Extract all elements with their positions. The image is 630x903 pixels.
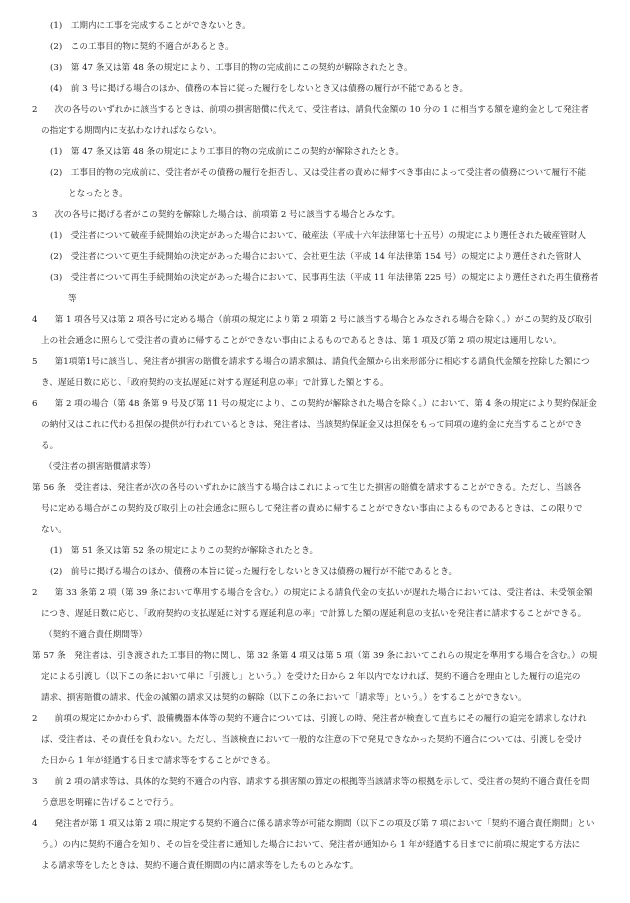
text-line: 請求、損害賠償の請求、代金の減額の請求又は契約の解除（以下この条において「請求等」という。）をすることができない。	[41, 693, 527, 703]
section-heading: （受注者の損害賠償請求等）	[44, 462, 156, 472]
text-line: 定による引渡し（以下この条において単に「引渡し」という。）を受けた日から 2 年以内でなければ、契約不適合を理由とした履行の追完の	[41, 672, 581, 682]
text-line: 号に定める場合がこの契約及び取引上の社会通念に照らして発注者の責めに帰することができない事由によるものであるときは、この限りで	[41, 504, 583, 514]
text-line: (1) 第 51 条又は第 52 条の規定によりこの契約が解除されたとき。	[50, 546, 319, 556]
text-line: (3) 第 47 条又は第 48 条の規定により、工事目的物の完成前にこの契約が解除されたとき。	[50, 63, 413, 73]
text-line: 4 第 1 項各号又は第 2 項各号に定める場合（前項の規定により第 2 項第 2 号に該当する場合とみなされる場合を除く。）がこの契約及び取引	[32, 315, 593, 325]
text-line: 2 次の各号のいずれかに該当するときは、前項の損害賠償に代えて、受注者は、請負代金額の 10 分の 1 に相当する額を違約金として発注者	[32, 105, 589, 115]
section-heading: （契約不適合責任期間等）	[44, 630, 148, 640]
text-line: う。）の内に契約不適合を知り、その旨を受注者に通知した場合において、発注者が通知から 1 年が経過する日までに前項に規定する方法に	[41, 840, 581, 850]
text-line: き、遅延日数に応じ、「政府契約の支払遅延に対する遅延利息の率」で計算した額とする。	[41, 378, 389, 388]
text-line: 6 第 2 項の場合（第 48 条第 9 号及び第 11 号の規定により、この契約が解除された場合を除く。）において、第 4 条の規定により契約保証金	[32, 399, 597, 409]
text-line: 等	[68, 294, 77, 304]
text-line: (1) 工期内に工事を完成することができないとき。	[50, 21, 251, 31]
text-line: 第 56 条 受注者は、発注者が次の各号のいずれかに該当する場合はこれによって生じた損害の賠償を請求することができる。ただし、当該各	[32, 483, 582, 493]
text-line: た日から 1 年が経過する日まで請求等をすることができる。	[41, 756, 276, 766]
text-line: 上の社会通念に照らして受注者の責めに帰することができない事由によるものであるときは、第 1 項及び第 2 項の規定は適用しない。	[41, 336, 562, 346]
text-line: 2 第 33 条第 2 項（第 39 条において準用する場合を含む。）の規定による請負代金の支払いが遅れた場合においては、受注者は、未受領金額	[32, 588, 593, 598]
text-line: 2 前項の規定にかかわらず、設備機器本体等の契約不適合については、引渡しの時、発注者が検査して直ちにその履行の追完を請求しなけれ	[32, 714, 587, 724]
text-line: の指定する期間内に支払わなければならない。	[41, 126, 222, 136]
text-line: (2) この工事目的物に契約不適合があるとき。	[50, 42, 234, 52]
text-line: よる請求等をしたときは、契約不適合責任期間の内に請求等をしたものとみなす。	[41, 861, 359, 871]
text-line: る。	[41, 441, 59, 451]
text-line: 5 第1項第1号に該当し、発注者が損害の賠償を請求する場合の請求額は、請負代金額から出来形部分に相応する請負代金額を控除した額につ	[32, 357, 590, 367]
text-line: (4) 前 3 号に掲げる場合のほか、債務の本旨に従った履行をしないとき又は債務の履行が不能であるとき。	[50, 84, 469, 94]
text-line: ば、受注者は、その責任を負わない。ただし、当該検査において一般的な注意の下で発見できなかった契約不適合については、引渡しを受け	[41, 735, 583, 745]
text-line: (1) 第 47 条又は第 48 条の規定により工事目的物の完成前にこの契約が解除されたとき。	[50, 147, 405, 157]
text-line: 3 次の各号に掲げる者がこの契約を解除した場合は、前項第 2 号に該当する場合とみなす。	[32, 210, 401, 220]
text-line: (3) 受注者について再生手続開始の決定があった場合において、民事再生法（平成 11 年法律第 225 号）の規定により選任された再生債務者	[50, 273, 599, 283]
text-line: (2) 受注者について更生手続開始の決定があった場合において、会社更生法（平成 14 年法律第 154 号）の規定により選任された管財人	[50, 252, 582, 262]
text-line: につき、遅延日数に応じ、「政府契約の支払遅延に対する遅延利息の率」で計算した額の遅延利息の支払いを発注者に請求することができる。	[41, 609, 587, 619]
text-line: (2) 工事目的物の完成前に、受注者がその債務の履行を拒否し、又は受注者の責めに帰すべき事由によって受注者の債務について履行不能	[50, 168, 587, 178]
text-line: の納付又はこれに代わる担保の提供が行われているときは、発注者は、当該契約保証金又は担保をもって同項の違約金に充当することができ	[41, 420, 583, 430]
text-line: (2) 前号に掲げる場合のほか、債務の本旨に従った履行をしないとき又は債務の履行が不能であるとき。	[50, 567, 458, 577]
text-line: 3 前 2 項の請求等は、具体的な契約不適合の内容、請求する損害額の算定の根拠等当該請求等の根拠を示して、受注者の契約不適合責任を問	[32, 777, 590, 787]
text-line: 4 発注者が第 1 項又は第 2 項に規定する契約不適合に係る請求等が可能な期間（以下この項及び第 7 項において「契約不適合責任期間」とい	[32, 819, 595, 829]
text-line: う意思を明確に告げることで行う。	[41, 798, 179, 808]
text-line: (1) 受注者について破産手続開始の決定があった場合において、破産法（平成十六年法律第七十五号）の規定により選任された破産管財人	[50, 231, 586, 241]
text-line: 第 57 条 発注者は、引き渡された工事目的物に関し、第 32 条第 4 項又は第 5 項（第 39 条においてこれらの規定を準用する場合を含む。）の規	[32, 651, 598, 661]
text-line: となったとき。	[68, 189, 128, 199]
text-line: ない。	[41, 525, 67, 535]
